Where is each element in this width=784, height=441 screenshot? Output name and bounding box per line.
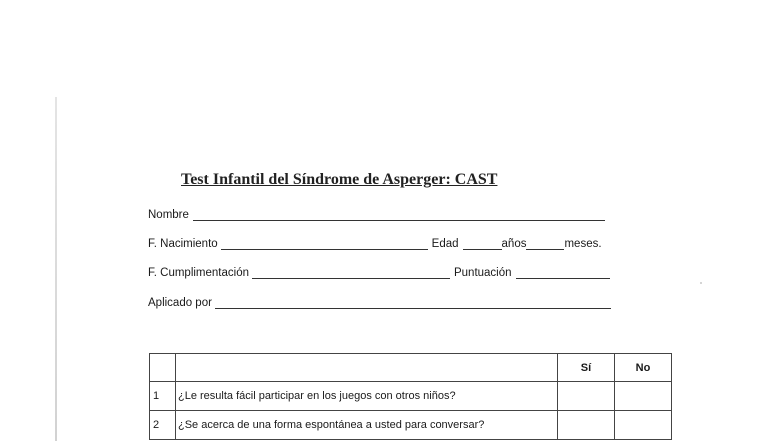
table-row <box>150 382 672 411</box>
questions-table <box>149 353 672 440</box>
answer-no-cell[interactable] <box>615 382 672 411</box>
input-line-nombre[interactable] <box>193 209 605 221</box>
question-number: 1 <box>150 382 176 411</box>
question-text: ¿Le resulta fácil participar en los juegos con otros niños? <box>176 382 558 411</box>
table-header-row <box>150 354 672 382</box>
input-line-aplicado[interactable] <box>215 297 611 309</box>
header-question <box>176 354 558 382</box>
input-line-meses[interactable] <box>526 238 564 250</box>
field-nombre <box>148 207 605 221</box>
header-no: No <box>615 354 672 382</box>
answer-no-cell[interactable] <box>615 411 672 440</box>
field-cumplimentacion <box>148 265 610 279</box>
label-nacimiento: F. Nacimiento <box>148 238 218 250</box>
scan-speck <box>700 282 702 284</box>
label-edad: Edad <box>431 238 459 250</box>
document-title: Test Infantil del Síndrome de Asperger: CAST <box>181 171 498 188</box>
field-nacimiento <box>148 236 602 250</box>
header-si: Sí <box>558 354 615 382</box>
label-puntuacion: Puntuación <box>453 267 512 279</box>
question-text: ¿Se acerca de una forma espontánea a usted para conversar? <box>176 411 558 440</box>
answer-si-cell[interactable] <box>558 411 615 440</box>
label-anos: años <box>501 238 527 250</box>
input-line-nacimiento[interactable] <box>221 238 428 250</box>
input-line-cumplimentacion[interactable] <box>252 267 450 279</box>
input-line-anos[interactable] <box>463 238 502 250</box>
label-cumplimentacion: F. Cumplimentación <box>148 267 249 279</box>
label-meses: meses. <box>564 238 602 250</box>
answer-si-cell[interactable] <box>558 382 615 411</box>
header-number <box>150 354 176 382</box>
input-line-puntuacion[interactable] <box>516 267 610 279</box>
question-number: 2 <box>150 411 176 440</box>
field-aplicado <box>148 295 611 309</box>
label-nombre: Nombre <box>148 209 189 221</box>
scan-margin-shadow <box>55 97 57 441</box>
table-row <box>150 411 672 440</box>
label-aplicado: Aplicado por <box>148 297 212 309</box>
